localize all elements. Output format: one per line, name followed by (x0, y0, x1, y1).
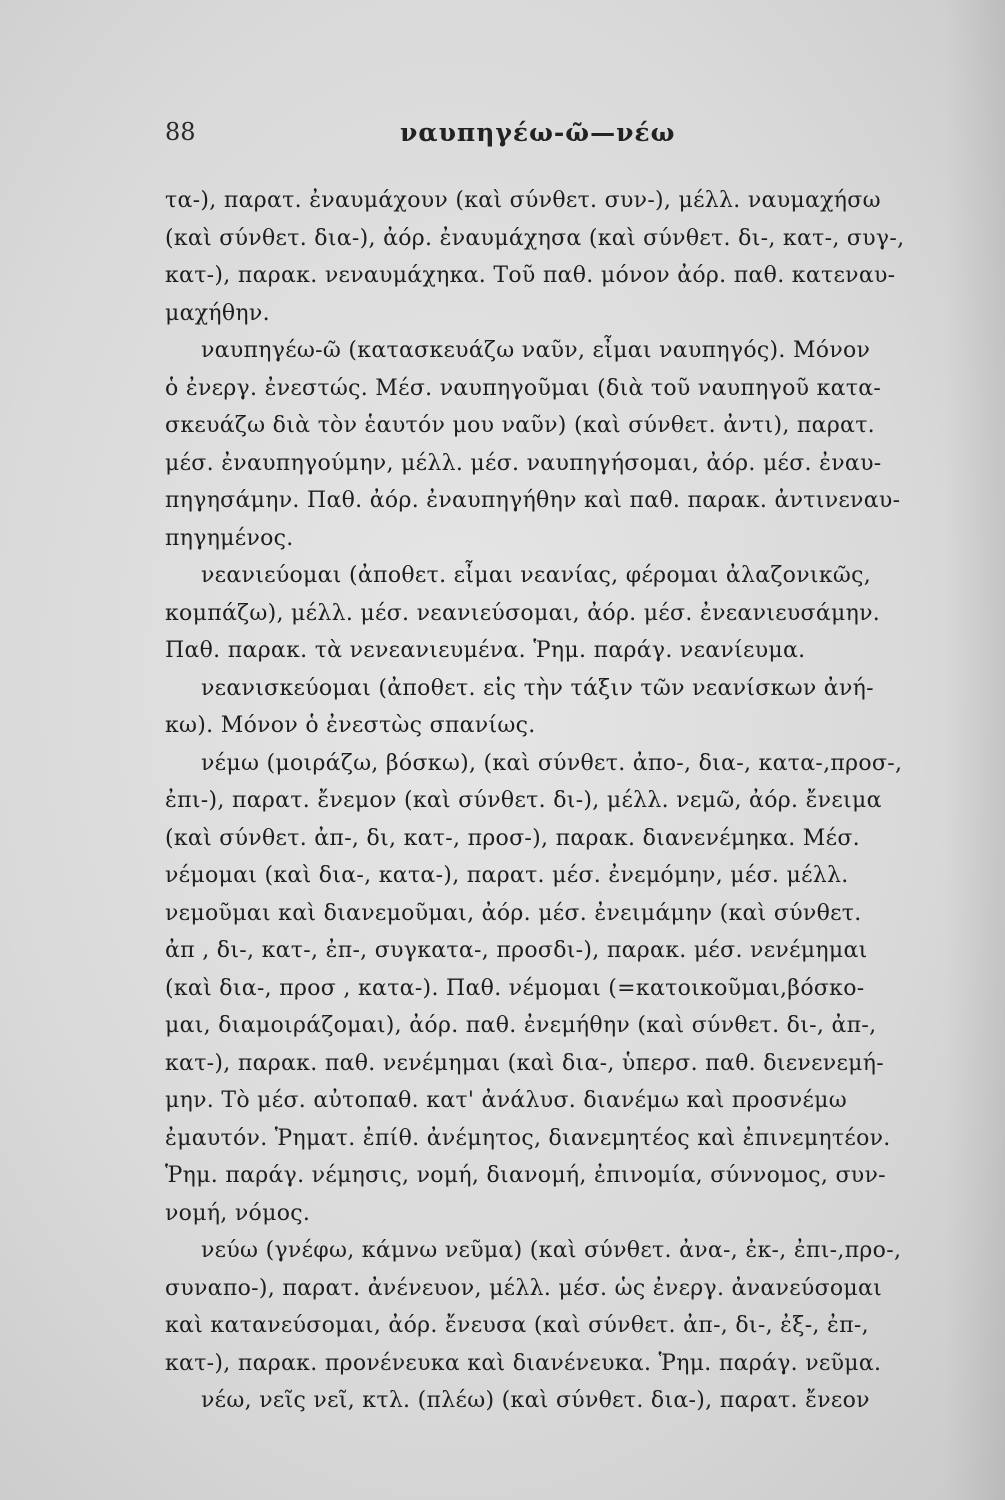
text-line: ναυπηγέω-ῶ (κατασκευάζω ναῦν, εἶμαι ναυπηγός). Μόνον (201, 338, 871, 363)
text-line: ἐπι-), παρατ. ἔνεμον (καὶ σύνθετ. δι-), μέλλ. νεμῶ, ἀόρ. ἔνειμα (165, 788, 882, 813)
text-line: Ῥημ. παράγ. νέμησις, νομή, διανομή, ἐπινομία, σύννομος, συν- (165, 1163, 886, 1188)
text-line: μαχήθην. (165, 300, 270, 326)
page-number: 88 (165, 118, 196, 146)
text-line: κατ-), παρακ. νεναυμάχηκα. Τοῦ παθ. μόνον ἀόρ. παθ. κατεναυ- (165, 263, 896, 288)
text-line: νέμομαι (καὶ δια-, κατα-), παρατ. μέσ. ἐνεμόμην, μέσ. μέλλ. (165, 863, 849, 888)
text-line: ἀπ , δι-, κατ-, ἐπ-, συγκατα-, προσδι-), παρακ. μέσ. νενέμημαι (165, 938, 868, 963)
header-title: ναυπηγέω-ῶ—νέω (400, 118, 676, 147)
text-line: πηγημένος. (165, 525, 294, 551)
text-line: συναπο-), παρατ. ἀνένευον, μέλλ. μέσ. ὡς ἐνεργ. ἀνανεύσομαι (165, 1275, 883, 1301)
text-line: πηγησάμην. Παθ. ἀόρ. ἐναυπηγήθην καὶ παθ. παρακ. ἀντινεναυ- (165, 488, 901, 513)
text-line: νέω, νεῖς νεῖ, κτλ. (πλέω) (καὶ σύνθετ. δια-), παρατ. ἔνεον (201, 1388, 870, 1413)
text-line: (καὶ σύνθετ. ἀπ-, δι, κατ-, προσ-), παρακ. διανενέμηκα. Μέσ. (165, 825, 860, 851)
text-line: μην. Τὸ μέσ. αὐτοπαθ. κατ' ἀνάλυσ. διανέμω καὶ προσνέμω (165, 1088, 847, 1113)
text-line: νεμοῦμαι καὶ διανεμοῦμαι, ἀόρ. μέσ. ἐνειμάμην (καὶ σύνθετ. (165, 900, 862, 926)
running-header (165, 118, 955, 158)
text-line: καὶ κατανεύσομαι, ἀόρ. ἔνευσα (καὶ σύνθετ. ἀπ-, δι-, ἐξ-, ἐπ-, (165, 1313, 869, 1338)
text-line: νεανισκεύομαι (ἀποθετ. εἰς τὴν τάξιν τῶν νεανίσκων ἀνή- (201, 675, 874, 701)
text-line: κομπάζω), μέλλ. μέσ. νεανιεύσομαι, ἀόρ. μέσ. ἐνεανιευσάμην. (165, 600, 881, 626)
text-line: σκευάζω διὰ τὸν ἑαυτόν μου ναῦν) (καὶ σύνθετ. ἀντι), παρατ. (165, 413, 875, 438)
dictionary-text (165, 182, 955, 1420)
text-line: Παθ. παρακ. τὰ νενεανιευμένα. Ῥημ. παράγ. νεανίευμα. (165, 638, 806, 663)
text-line: νεύω (γνέφω, κάμνω νεῦμα) (καὶ σύνθετ. ἀνα-, ἐκ-, ἐπι-,προ-, (201, 1238, 902, 1263)
text-line: (καὶ σύνθετ. δια-), ἀόρ. ἐναυμάχησα (καὶ σύνθετ. δι-, κατ-, συγ-, (165, 225, 905, 251)
text-line: νεανιεύομαι (ἀποθετ. εἶμαι νεανίας, φέρομαι ἀλαζονικῶς, (201, 563, 872, 588)
page-edge-shadow (945, 0, 1005, 1500)
text-line: μέσ. ἐναυπηγούμην, μέλλ. μέσ. ναυπηγήσομαι, ἀόρ. μέσ. ἐναυ- (165, 450, 882, 476)
text-line: νέμω (μοιράζω, βόσκω), (καὶ σύνθετ. ἀπο-, δια-, κατα-,προσ-, (201, 750, 903, 776)
text-line: κατ-), παρακ. προνένευκα καὶ διανένευκα. Ῥημ. παράγ. νεῦμα. (165, 1350, 882, 1376)
text-line: ὁ ἐνεργ. ἐνεστώς. Μέσ. ναυπηγοῦμαι (διὰ τοῦ ναυπηγοῦ κατα- (165, 375, 882, 401)
text-line: τα-), παρατ. ἐναυμάχουν (καὶ σύνθετ. συν-), μέλλ. ναυμαχήσω (165, 188, 881, 213)
text-line: κατ-), παρακ. παθ. νενέμημαι (καὶ δια-, ὑπερσ. παθ. διενενεμή- (165, 1050, 884, 1076)
text-line: νομή, νόμος. (165, 1200, 311, 1226)
text-line: μαι, διαμοιράζομαι), ἀόρ. παθ. ἐνεμήθην (καὶ σύνθετ. δι-, ἀπ-, (165, 1013, 877, 1038)
text-line: κω). Μόνον ὁ ἐνεστὼς σπανίως. (165, 713, 536, 738)
text-line: (καὶ δια-, προσ , κατα-). Παθ. νέμομαι (=κατοικοῦμαι,βόσκο- (165, 975, 865, 1001)
text-line: ἐμαυτόν. Ῥηματ. ἐπίθ. ἀνέμητος, διανεμητέος καὶ ἐπινεμητέον. (165, 1125, 891, 1151)
